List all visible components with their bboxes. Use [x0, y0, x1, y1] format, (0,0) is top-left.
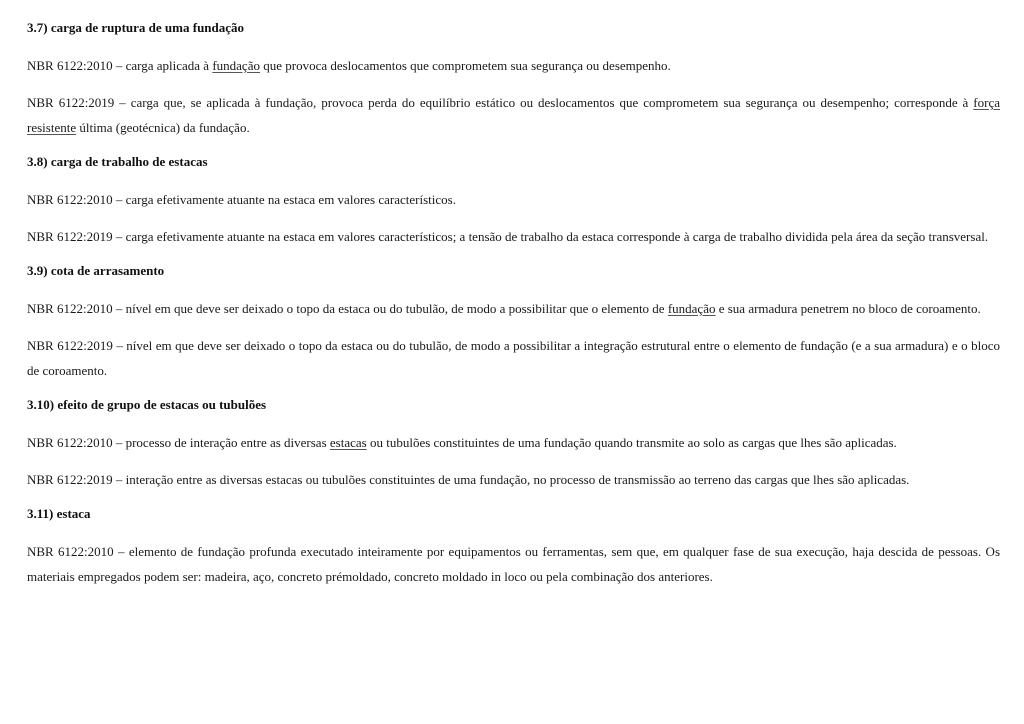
section-heading: 3.10) efeito de grupo de estacas ou tubulões	[27, 397, 267, 412]
section-heading: 3.8) carga de trabalho de estacas	[27, 154, 208, 169]
paragraph-2010: NBR 6122:2010 – elemento de fundação profunda executado inteiramente por equipamentos ou ferramentas, sem que, em qualquer fase de sua execução, haja descida de pessoas. Os materiais empregados podem ser: madeira, aço, concreto prémoldado, concreto moldado in loco ou pela combinação dos anteriores.	[27, 544, 1000, 584]
section-heading: 3.11) estaca	[27, 506, 91, 521]
link-forca-resistente[interactable]: força resistente	[27, 95, 1000, 135]
section-3-10	[27, 395, 1000, 492]
paragraph-2019: NBR 6122:2019 – interação entre as diversas estacas ou tubulões constituintes de uma fundação, no processo de transmissão ao terreno das cargas que lhes são aplicadas.	[27, 472, 910, 487]
paragraph-2010: NBR 6122:2010 – carga aplicada à fundação que provoca deslocamentos que comprometem sua segurança ou desempenho.	[27, 58, 671, 73]
paragraph-2010: NBR 6122:2010 – nível em que deve ser deixado o topo da estaca ou do tubulão, de modo a possibilitar que o elemento de fundação e sua armadura penetrem no bloco de coroamento.	[27, 301, 981, 316]
link-fundacao[interactable]: fundação	[667, 301, 716, 316]
paragraph-2010: NBR 6122:2010 – processo de interação entre as diversas estacas ou tubulões constituintes de uma fundação quando transmite ao solo as cargas que lhes são aplicadas.	[27, 435, 897, 450]
paragraph-2010: NBR 6122:2010 – carga efetivamente atuante na estaca em valores característicos.	[27, 192, 456, 207]
paragraph-2019: NBR 6122:2019 – carga que, se aplicada à fundação, provoca perda do equilíbrio estático ou deslocamentos que comprometem sua segurança ou desempenho; corresponde à força resistente última (geotécnica) da fundação.	[27, 95, 1000, 135]
section-heading: 3.9) cota de arrasamento	[27, 263, 165, 278]
section-3-11	[27, 504, 1000, 589]
section-3-7	[27, 18, 1000, 140]
link-fundacao[interactable]: fundação	[212, 58, 260, 73]
link-estacas[interactable]: estacas	[329, 435, 367, 450]
paragraph-2019: NBR 6122:2019 – carga efetivamente atuante na estaca em valores característicos; a tensão de trabalho da estaca corresponde à carga de trabalho dividida pela área da seção transversal.	[27, 229, 989, 244]
section-3-8	[27, 152, 1000, 249]
section-3-9	[27, 261, 1000, 383]
paragraph-2019: NBR 6122:2019 – nível em que deve ser deixado o topo da estaca ou do tubulão, de modo a possibilitar a integração estrutural entre o elemento de fundação (e a sua armadura) e o bloco de coroamento.	[27, 338, 1000, 378]
section-heading: 3.7) carga de ruptura de uma fundação	[27, 20, 245, 35]
